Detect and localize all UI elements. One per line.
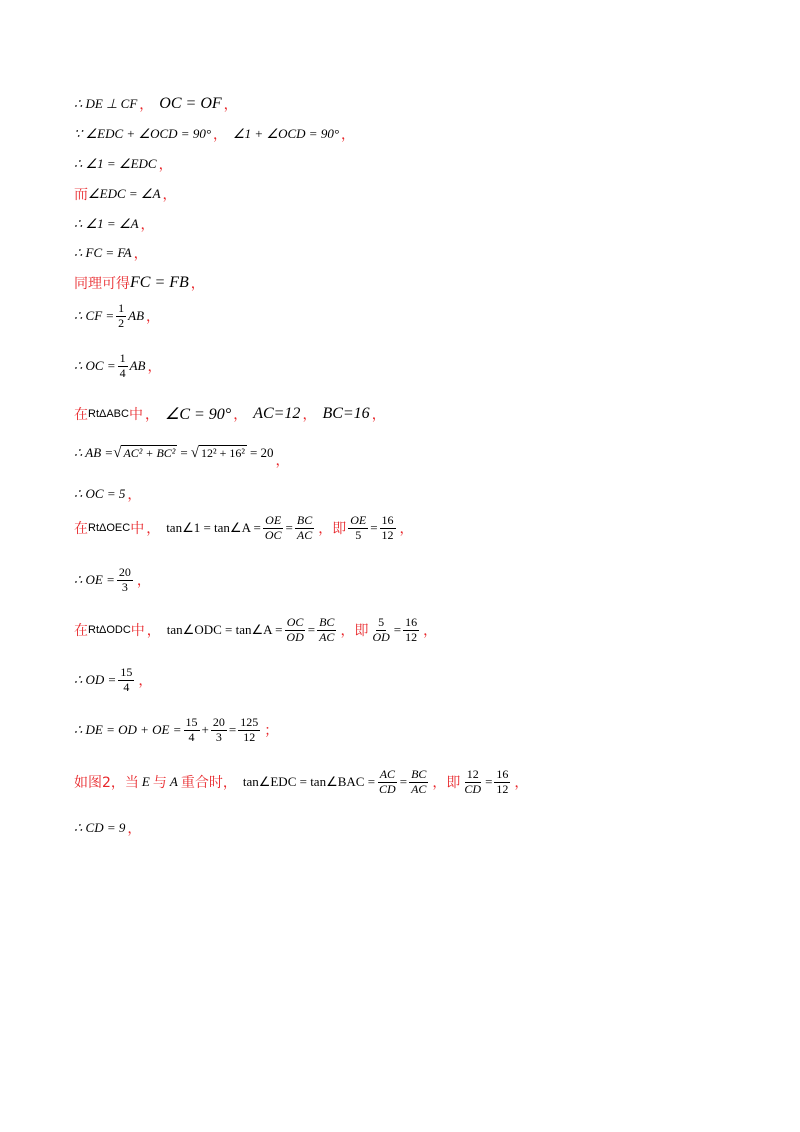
fraction: $\frac{125}{12}$ — [240, 715, 259, 744]
triangle-label: RtΔABC — [88, 408, 129, 420]
math-expr: ∠C = 90° — [164, 406, 232, 423]
punct: ， — [133, 246, 148, 262]
math-expr: = 20 — [249, 445, 274, 460]
punct: ， — [158, 157, 173, 173]
line-11 — [74, 436, 290, 470]
line-3 — [74, 154, 173, 174]
fraction: $\frac{OE}{OC}$ — [264, 513, 282, 542]
fraction: $\frac{BC}{AC}$ — [411, 767, 427, 796]
chinese-text: 即 — [446, 775, 461, 792]
math-expr: tan∠EDC = tan∠BAC = — [242, 774, 376, 790]
fraction: $\frac{1}{4}$ — [119, 351, 126, 380]
math-expr: ∴ FC = FA — [74, 245, 132, 260]
line-7 — [74, 273, 205, 293]
fraction: $\frac{AC}{CD}$ — [379, 767, 396, 796]
line-16 — [74, 666, 152, 695]
math-expr: tan∠1 = tan∠A = — [166, 520, 261, 536]
punct: ， — [371, 407, 386, 423]
line-18: 如图2，当 E 与 A 重合时， tan∠EDC = tan∠BAC = $\frac{AC}{CD}$ = $\frac{BC}{AC}$ ， 即 $\frac{12}{CD}$ = $\frac{16}{12}$ ， — [74, 767, 529, 796]
fraction: $\frac{1}{2}$ — [118, 301, 125, 330]
math-var: E — [141, 774, 150, 790]
line-10 — [74, 404, 386, 424]
fraction: $\frac{BC}{AC}$ — [296, 513, 313, 542]
punct: ， — [399, 521, 414, 538]
punct: ， — [213, 127, 228, 143]
punct: ， — [136, 573, 151, 590]
fraction: $\frac{15}{4}$ — [185, 715, 198, 744]
punct: ， — [144, 407, 159, 423]
fraction: $\frac{5}{OD}$ — [372, 615, 390, 644]
math-expr: ∴ ∠1 = ∠A — [74, 216, 139, 231]
fraction: $\frac{20}{3}$ — [212, 715, 225, 744]
punct: ， — [423, 623, 438, 640]
fraction: $\frac{OE}{5}$ — [350, 513, 367, 542]
line-8 — [74, 302, 160, 331]
fraction: $\frac{16}{12}$ — [405, 615, 418, 644]
line-6 — [74, 243, 148, 263]
chinese-text: 重合时， — [180, 775, 237, 792]
math-expr: tan∠ODC = tan∠A = — [166, 622, 283, 638]
math-expr: ∴ OE = — [74, 572, 115, 588]
punct: ， — [190, 276, 205, 292]
punct: ， — [140, 217, 155, 233]
punct: ， — [318, 521, 333, 538]
line-15: 在 RtΔODC 中 ， tan∠ODC = tan∠A = $\frac{OC}{OD}$ = $\frac{BC}{AC}$ ， 即 $\frac{5}{OD}$ = $\frac{16}{12}$ ， — [74, 615, 438, 644]
line-9 — [74, 352, 162, 381]
punct: ， — [233, 407, 248, 423]
punct: ， — [127, 487, 142, 503]
math-expr: ∠1 + ∠OCD = 90° — [233, 126, 340, 141]
math-expr: OC = OF — [159, 95, 222, 112]
math-expr: ∠EDC = ∠A — [88, 186, 161, 201]
line-17: ∴ DE = OD + OE = $\frac{15}{4}$ + $\frac{20}{3}$ = $\frac{125}{12}$ ； — [74, 715, 279, 744]
punct: ， — [162, 187, 177, 203]
math-expr: FC = FB — [130, 274, 189, 291]
math-expr: AC=12 — [253, 405, 301, 422]
punct: ， — [138, 673, 153, 690]
math-expr: ∴ ∠1 = ∠EDC — [74, 156, 157, 171]
fraction: $\frac{20}{3}$ — [118, 565, 131, 594]
punct: ， — [147, 359, 162, 376]
math-expr: ∴ AB = — [74, 445, 114, 460]
line-5 — [74, 214, 155, 234]
punct: ， — [275, 453, 290, 469]
chinese-text: 在 — [74, 623, 88, 640]
chinese-text: 在 — [74, 407, 88, 423]
line-1 — [74, 94, 238, 114]
line-4 — [74, 184, 177, 204]
line-13: 在 RtΔOEC 中 ， tan∠1 = tan∠A = $\frac{OE}{OC}$ = $\frac{BC}{AC}$ ， 即 $\frac{OE}{5}$ = $\frac{16}{12}$ ， — [74, 513, 414, 542]
fraction: $\frac{16}{12}$ — [381, 513, 394, 542]
chinese-text: 而 — [74, 187, 88, 203]
chinese-text: 中 — [128, 407, 143, 423]
math-expr: ∴ DE = OD + OE = — [74, 722, 182, 738]
math-expr: ∴ OC = 5 — [74, 486, 126, 501]
line-12 — [74, 484, 141, 504]
math-expr: ∵ ∠EDC + ∠OCD = 90° — [74, 126, 212, 141]
line-19 — [74, 818, 141, 838]
math-expr: ∴ OC = — [74, 358, 116, 374]
punct: ， — [432, 775, 447, 792]
chinese-text: 即 — [332, 521, 347, 538]
triangle-label: RtΔODC — [88, 624, 131, 637]
chinese-text: 即 — [354, 623, 369, 640]
equals: = — [180, 445, 188, 460]
math-expr: ∴ CF = — [74, 308, 115, 324]
fraction: $\frac{12}{CD}$ — [464, 767, 482, 796]
fraction: $\frac{BC}{AC}$ — [319, 615, 335, 644]
sqrt: √ 12² + 16² — [190, 444, 245, 461]
punct: ， — [127, 821, 142, 837]
math-expr: ∴ DE ⊥ CF — [74, 96, 138, 111]
chinese-text: 中 — [130, 623, 145, 640]
math-expr: AB — [128, 308, 145, 324]
fraction: $\frac{OC}{OD}$ — [286, 615, 304, 644]
math-expr: ∴ CD = 9 — [74, 820, 126, 835]
punct: ， — [146, 623, 161, 640]
chinese-text: 在 — [74, 521, 88, 538]
line-14 — [74, 566, 151, 595]
math-expr: BC=16 — [322, 405, 370, 422]
punct: ， — [139, 97, 154, 113]
chinese-text: 中 — [130, 521, 145, 538]
punct: ， — [514, 775, 529, 792]
chinese-text: 同理可得 — [74, 276, 130, 292]
triangle-label: RtΔOEC — [88, 522, 131, 535]
chinese-text: 与 — [152, 775, 167, 792]
chinese-text: 如图2，当 — [74, 775, 139, 792]
punct: ； — [264, 723, 279, 740]
punct: ， — [223, 97, 238, 113]
punct: ， — [146, 521, 161, 538]
punct: ， — [146, 309, 161, 326]
punct: ， — [341, 127, 356, 143]
punct: ， — [340, 623, 355, 640]
fraction: $\frac{15}{4}$ — [120, 665, 133, 694]
fraction: $\frac{16}{12}$ — [496, 767, 509, 796]
math-var: A — [169, 774, 178, 790]
math-expr: ∴ OD = — [74, 672, 117, 688]
math-expr: AB — [129, 358, 146, 374]
line-2 — [74, 124, 355, 144]
sqrt: √ AC² + BC² — [113, 444, 176, 461]
punct: ， — [302, 407, 317, 423]
